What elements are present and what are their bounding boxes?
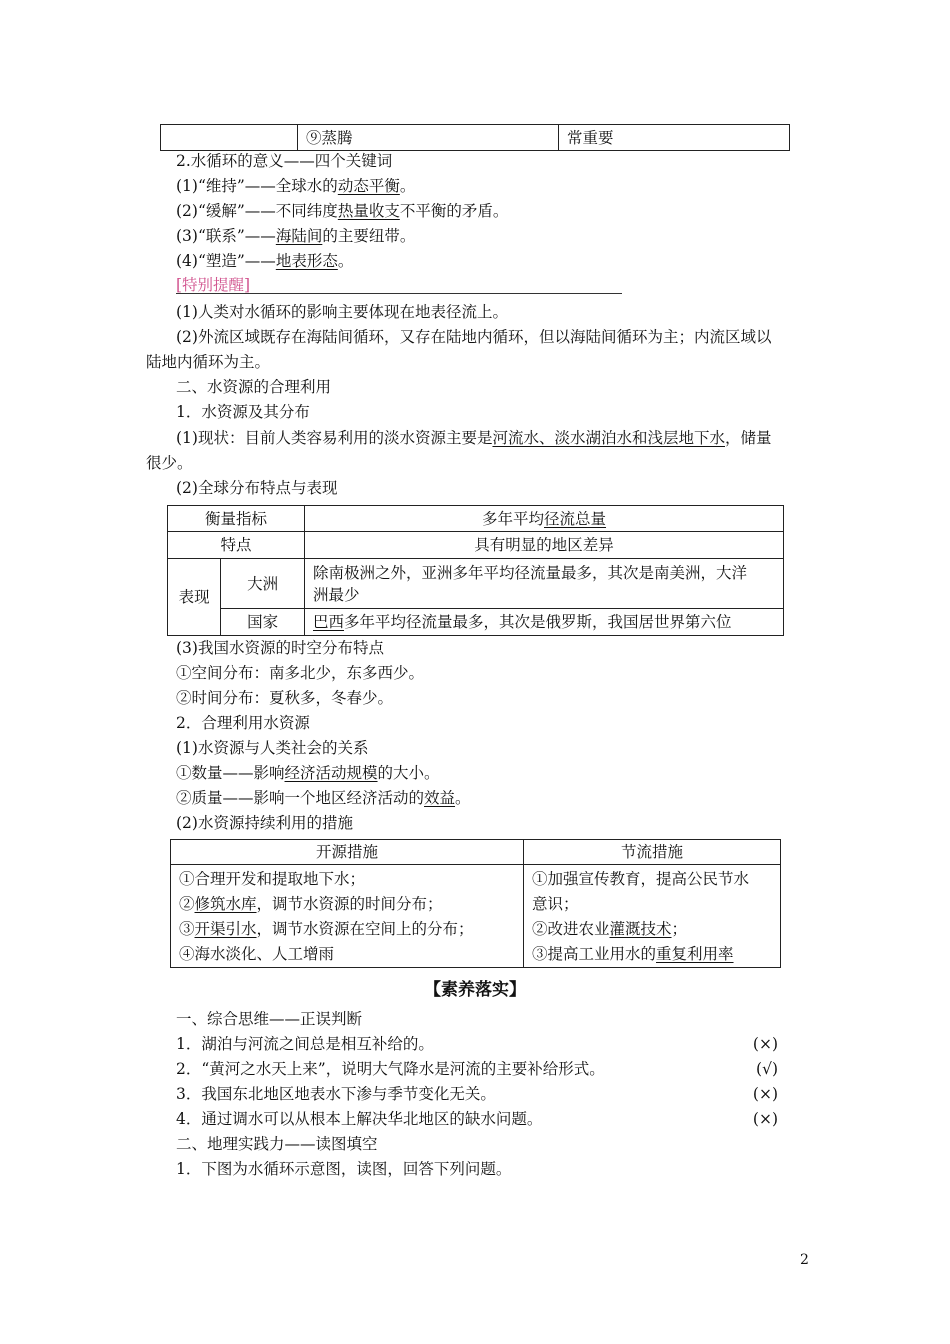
note-label: [特别提醒]	[176, 276, 251, 294]
note-point-1: (1)人类对水循环的影响主要体现在地表径流上。	[176, 303, 508, 321]
text: 。	[455, 789, 471, 807]
use-quality	[176, 788, 471, 808]
answer-mark: (√)	[756, 1060, 778, 1078]
answer: 河流水、淡水湖泊水和浅层地下水	[492, 429, 725, 447]
text: ，调节水资源的时间分布；	[256, 895, 443, 913]
open-4: ④海水淡化、人工增雨	[179, 945, 335, 963]
china-time: ②时间分布：夏秋多，冬春少。	[176, 689, 394, 707]
practice-heading: 【素养落实】	[424, 980, 526, 1000]
china-title: (3)我国水资源的时空分布特点	[176, 639, 384, 657]
top-table-cell-2: ⑨蒸腾	[298, 125, 559, 151]
text: ②	[179, 895, 195, 913]
text: 的大小。	[377, 764, 440, 782]
text: 。	[337, 252, 354, 270]
question-row	[176, 1034, 778, 1054]
text: (3)“联系”——	[176, 227, 276, 245]
open-2	[179, 892, 515, 917]
top-table-cell-1	[161, 125, 298, 151]
practice-section-1: 一、综合思维——正误判断	[176, 1010, 363, 1028]
subsection-title: 1．水资源及其分布	[176, 403, 310, 421]
text: (4)“塑造”——	[176, 252, 276, 270]
open-3	[179, 917, 515, 942]
answer: 经济活动规模	[284, 764, 378, 782]
text: 。	[399, 177, 416, 195]
status-line-cont: 很少。	[146, 454, 193, 472]
save-list	[524, 865, 781, 968]
note-divider	[176, 293, 622, 294]
text: 不平衡的矛盾。	[399, 202, 509, 220]
question-text: 1．湖泊与河流之间总是相互补给的。	[176, 1035, 434, 1053]
distribution-heading: (2)全球分布特点与表现	[176, 479, 338, 497]
expression-label: 表现	[168, 559, 221, 636]
continent-label: 大洲	[221, 559, 305, 609]
answer: 海陆间	[275, 227, 323, 245]
question-row	[176, 1109, 778, 1129]
china-space: ①空间分布：南多北少，东多西少。	[176, 664, 425, 682]
answer-mark: (×)	[752, 1035, 778, 1053]
question-text: 2．“黄河之水天上来”，说明大气降水是河流的主要补给形式。	[176, 1060, 605, 1078]
text: ②质量——影响一个地区经济活动的	[176, 789, 425, 807]
note-point-2: (2)外流区域既存在海陆间循环，又存在陆地内循环，但以海陆间循环为主；内流区域以	[176, 328, 772, 346]
header-open-source: 开源措施	[171, 840, 524, 865]
text: ；	[671, 920, 688, 938]
distribution-table	[167, 505, 784, 636]
save-3	[532, 942, 772, 967]
text: ①数量——影响	[176, 764, 285, 782]
question-text: 3．我国东北地区地表水下渗与季节变化无关。	[176, 1085, 496, 1103]
text: (1)现状：目前人类容易利用的淡水资源主要是	[176, 429, 493, 447]
text: 多年平均径流量最多，其次是俄罗斯，我国居世界第六位	[344, 613, 732, 631]
text: ③提高工业用水的	[532, 945, 657, 963]
practice-section-2-question: 1．下图为水循环示意图，读图，回答下列问题。	[176, 1160, 512, 1178]
meaning-title: 2.水循环的意义——四个关键词	[176, 152, 393, 170]
open-source-list	[171, 865, 524, 968]
text: ③	[179, 920, 195, 938]
text: ②改进农业	[532, 920, 610, 938]
country-value	[305, 609, 784, 636]
answer-mark: (×)	[752, 1110, 778, 1128]
answer: 巴西	[313, 613, 345, 631]
continent-value	[305, 559, 784, 609]
text: 洲最少	[313, 585, 360, 604]
text: 多年平均	[481, 509, 544, 528]
text: 除南极洲之外，亚洲多年平均径流量最多，其次是南美洲，大洋	[313, 563, 748, 582]
page-number: 2	[800, 1252, 809, 1268]
answer: 开渠引水	[194, 920, 257, 938]
meaning-line-1	[176, 176, 415, 196]
answer: 热量收支	[337, 202, 400, 220]
top-table-cell-3: 常重要	[559, 125, 790, 151]
note-point-2-cont: 陆地内循环为主。	[146, 353, 271, 371]
answer-mark: (×)	[752, 1085, 778, 1103]
answer: 径流总量	[544, 509, 607, 528]
open-1: ①合理开发和提取地下水；	[179, 870, 366, 888]
text: (2)“缓解”——不同纬度	[176, 202, 338, 220]
top-table	[160, 124, 790, 151]
answer: 灌溉技术	[609, 920, 672, 938]
meaning-line-4	[176, 251, 353, 271]
header-indicator: 衡量指标	[168, 506, 305, 532]
country-label: 国家	[221, 609, 305, 636]
feature-value: 具有明显的地区差异	[305, 532, 784, 559]
header-save: 节流措施	[524, 840, 781, 865]
text: (1)“维持”——全球水的	[176, 177, 338, 195]
header-value	[305, 506, 784, 532]
status-line	[176, 428, 772, 448]
meaning-line-2	[176, 201, 508, 221]
answer: 地表形态	[275, 252, 338, 270]
text: ，调节水资源在空间上的分布；	[256, 920, 474, 938]
question-row	[176, 1084, 778, 1104]
save-1: ①加强宣传教育，提高公民节水	[532, 870, 750, 888]
save-1-cont: 意识；	[532, 895, 579, 913]
answer: 修筑水库	[194, 895, 257, 913]
feature-label: 特点	[168, 532, 305, 559]
section-title: 二、水资源的合理利用	[176, 378, 332, 396]
meaning-line-3	[176, 226, 415, 246]
use-quantity	[176, 763, 440, 783]
use-measures-title: (2)水资源持续利用的措施	[176, 814, 353, 832]
measures-table	[170, 839, 781, 968]
use-relation: (1)水资源与人类社会的关系	[176, 739, 369, 757]
question-text: 4．通过调水可以从根本上解决华北地区的缺水问题。	[176, 1110, 543, 1128]
save-2	[532, 917, 772, 942]
answer: 效益	[424, 789, 456, 807]
answer: 重复利用率	[656, 945, 734, 963]
practice-section-2: 二、地理实践力——读图填空	[176, 1135, 378, 1153]
answer: 动态平衡	[337, 177, 400, 195]
text: 的主要纽带。	[322, 227, 416, 245]
use-title: 2．合理利用水资源	[176, 714, 310, 732]
question-row	[176, 1059, 778, 1079]
text: ，储量	[724, 429, 772, 447]
